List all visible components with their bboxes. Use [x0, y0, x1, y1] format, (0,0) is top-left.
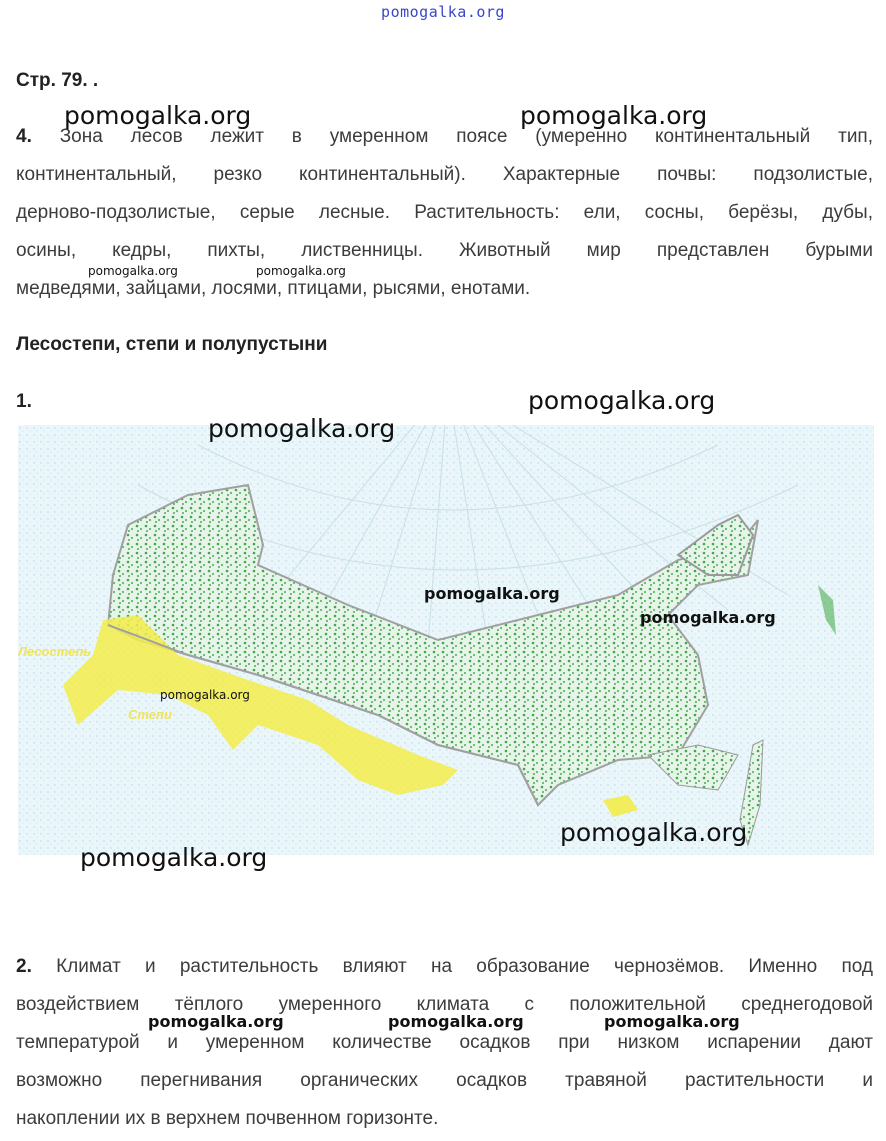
section-heading: Лесостепи, степи и полупустыни: [16, 334, 328, 355]
watermark: pomogalka.org: [640, 608, 776, 627]
task-2-line: накоплении их в верхнем почвенном горизонте.: [16, 1108, 439, 1129]
watermark: pomogalka.org: [208, 414, 396, 443]
task-1-number: 1.: [16, 391, 32, 412]
watermark: pomogalka.org: [88, 264, 178, 278]
watermark: pomogalka.org: [604, 1012, 740, 1031]
watermark: pomogalka.org: [148, 1012, 284, 1031]
task-4-line-text: Зона лесов лежит в умеренном поясе (умеренно континентальный тип,: [59, 126, 873, 147]
watermark: pomogalka.org: [424, 584, 560, 603]
watermark: pomogalka.org: [64, 101, 252, 130]
task-2-line: [16, 948, 873, 986]
task-4-line: дерново-подзолистые, серые лесные. Растительность: ели, сосны, берёзы, дубы,: [16, 202, 873, 223]
task-2-line-text: Климат и растительность влияют на образование чернозёмов. Именно под: [56, 956, 873, 977]
task-2-number: 2.: [16, 956, 32, 977]
site-header-link[interactable]: pomogalka.org: [381, 3, 505, 21]
watermark: pomogalka.org: [80, 843, 268, 872]
watermark: pomogalka.org: [520, 101, 708, 130]
task-4-line: континентальный, резко континентальный). Характерные почвы: подзолистые,: [16, 164, 873, 185]
page-reference: Стр. 79. .: [16, 70, 99, 91]
task-4-number: 4.: [16, 126, 32, 147]
watermark: pomogalka.org: [160, 688, 250, 702]
forest-steppe-label: Лесостепь: [18, 644, 91, 659]
task-4-line: осины, кедры, пихты, лиственницы. Животный мир представлен бурыми: [16, 240, 873, 261]
watermark: pomogalka.org: [256, 264, 346, 278]
watermark: pomogalka.org: [528, 386, 716, 415]
task-4-paragraph: [16, 118, 873, 308]
steppe-label: Степи: [128, 707, 172, 722]
task-2-line: возможно перегнивания органических осадков травяной растительности и: [16, 1070, 873, 1091]
task-2-line: температурой и умеренном количестве осадков при низком испарении дают: [16, 1032, 873, 1053]
watermark: pomogalka.org: [388, 1012, 524, 1031]
task-2-line: воздействием тёплого умеренного климата с положительной среднегодовой: [16, 994, 873, 1015]
natural-zones-map: [18, 425, 874, 855]
task-4-line: медведями, зайцами, лосями, птицами, рысями, енотами.: [16, 278, 531, 299]
task-2-paragraph: [16, 948, 873, 1138]
watermark: pomogalka.org: [560, 818, 748, 847]
